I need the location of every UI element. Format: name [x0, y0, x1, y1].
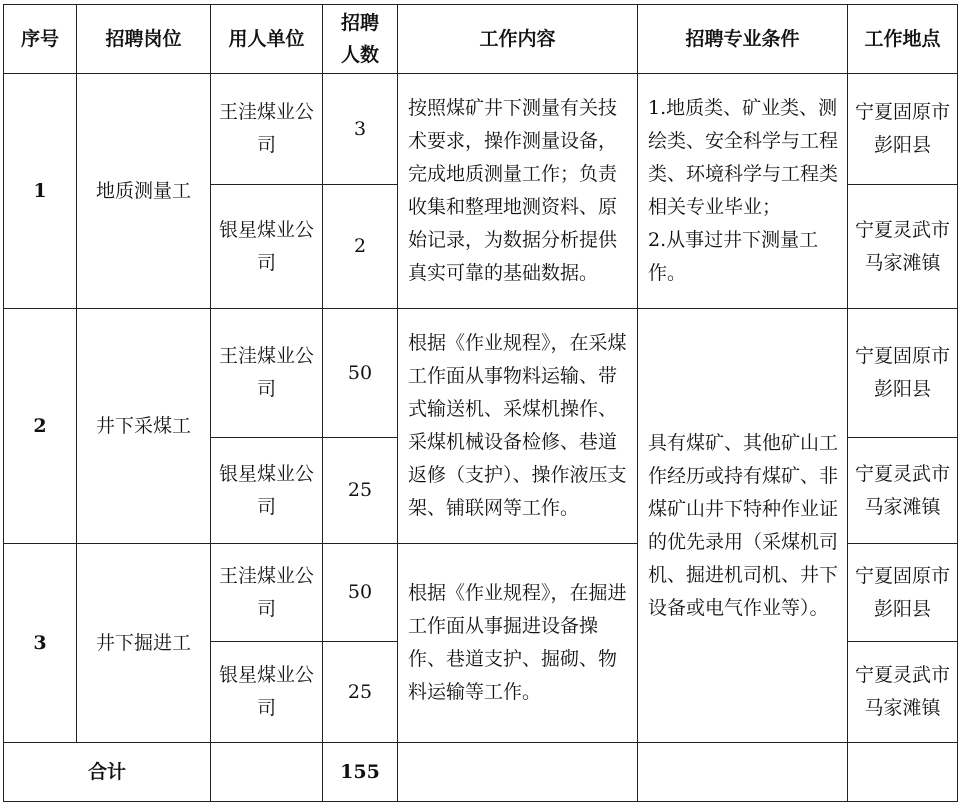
count-cell: 25 — [323, 642, 398, 743]
unit-cell: 银星煤业公司 — [211, 642, 323, 743]
total-empty-cell — [848, 743, 958, 802]
header-location: 工作地点 — [848, 5, 958, 74]
location-cell: 宁夏固原市彭阳县 — [848, 309, 958, 438]
content-cell: 按照煤矿井下测量有关技术要求，操作测量设备，完成地质测量工作；负责收集和整理地测资料、原始记录，为数据分析提供真实可靠的基础数据。 — [398, 74, 638, 309]
header-row — [4, 5, 958, 74]
unit-cell: 王洼煤业公司 — [211, 309, 323, 438]
header-seq: 序号 — [4, 5, 77, 74]
location-cell: 宁夏灵武市马家滩镇 — [848, 642, 958, 743]
seq-cell: 3 — [4, 544, 77, 743]
count-cell: 25 — [323, 438, 398, 544]
position-cell: 井下掘进工 — [77, 544, 211, 743]
header-content: 工作内容 — [398, 5, 638, 74]
table-row — [4, 309, 958, 438]
position-cell: 井下采煤工 — [77, 309, 211, 544]
location-cell: 宁夏固原市彭阳县 — [848, 544, 958, 642]
location-cell: 宁夏灵武市马家滩镇 — [848, 438, 958, 544]
conditions-cell: 1.地质类、矿业类、测绘类、安全科学与工程类、环境科学与工程类相关专业毕业； 2.从事过井下测量工作。 — [638, 74, 848, 309]
recruitment-table — [3, 4, 958, 802]
unit-cell: 王洼煤业公司 — [211, 74, 323, 185]
total-row — [4, 743, 958, 802]
content-cell: 根据《作业规程》，在采煤工作面从事物料运输、带式输送机、采煤机操作、采煤机械设备检修、巷道返修（支护）、操作液压支架、铺联网等工作。 — [398, 309, 638, 544]
unit-cell: 银星煤业公司 — [211, 185, 323, 309]
table-row — [4, 74, 958, 185]
total-count: 155 — [323, 743, 398, 802]
count-cell: 50 — [323, 544, 398, 642]
location-cell: 宁夏灵武市马家滩镇 — [848, 185, 958, 309]
count-cell: 3 — [323, 74, 398, 185]
conditions-cell: 具有煤矿、其他矿山工作经历或持有煤矿、非煤矿山井下特种作业证的优先录用（采煤机司机、掘进机司机、井下设备或电气作业等）。 — [638, 309, 848, 743]
header-position: 招聘岗位 — [77, 5, 211, 74]
seq-cell: 2 — [4, 309, 77, 544]
count-cell: 2 — [323, 185, 398, 309]
unit-cell: 银星煤业公司 — [211, 438, 323, 544]
total-empty-cell — [638, 743, 848, 802]
seq-cell: 1 — [4, 74, 77, 309]
location-cell: 宁夏固原市彭阳县 — [848, 74, 958, 185]
position-cell: 地质测量工 — [77, 74, 211, 309]
content-cell: 根据《作业规程》，在掘进工作面从事掘进设备操作、巷道支护、掘砌、物料运输等工作。 — [398, 544, 638, 743]
header-conditions: 招聘专业条件 — [638, 5, 848, 74]
header-unit: 用人单位 — [211, 5, 323, 74]
header-count: 招聘 人数 — [323, 5, 398, 74]
total-label: 合计 — [4, 743, 211, 802]
total-empty-cell — [211, 743, 323, 802]
unit-cell: 王洼煤业公司 — [211, 544, 323, 642]
count-cell: 50 — [323, 309, 398, 438]
total-empty-cell — [398, 743, 638, 802]
